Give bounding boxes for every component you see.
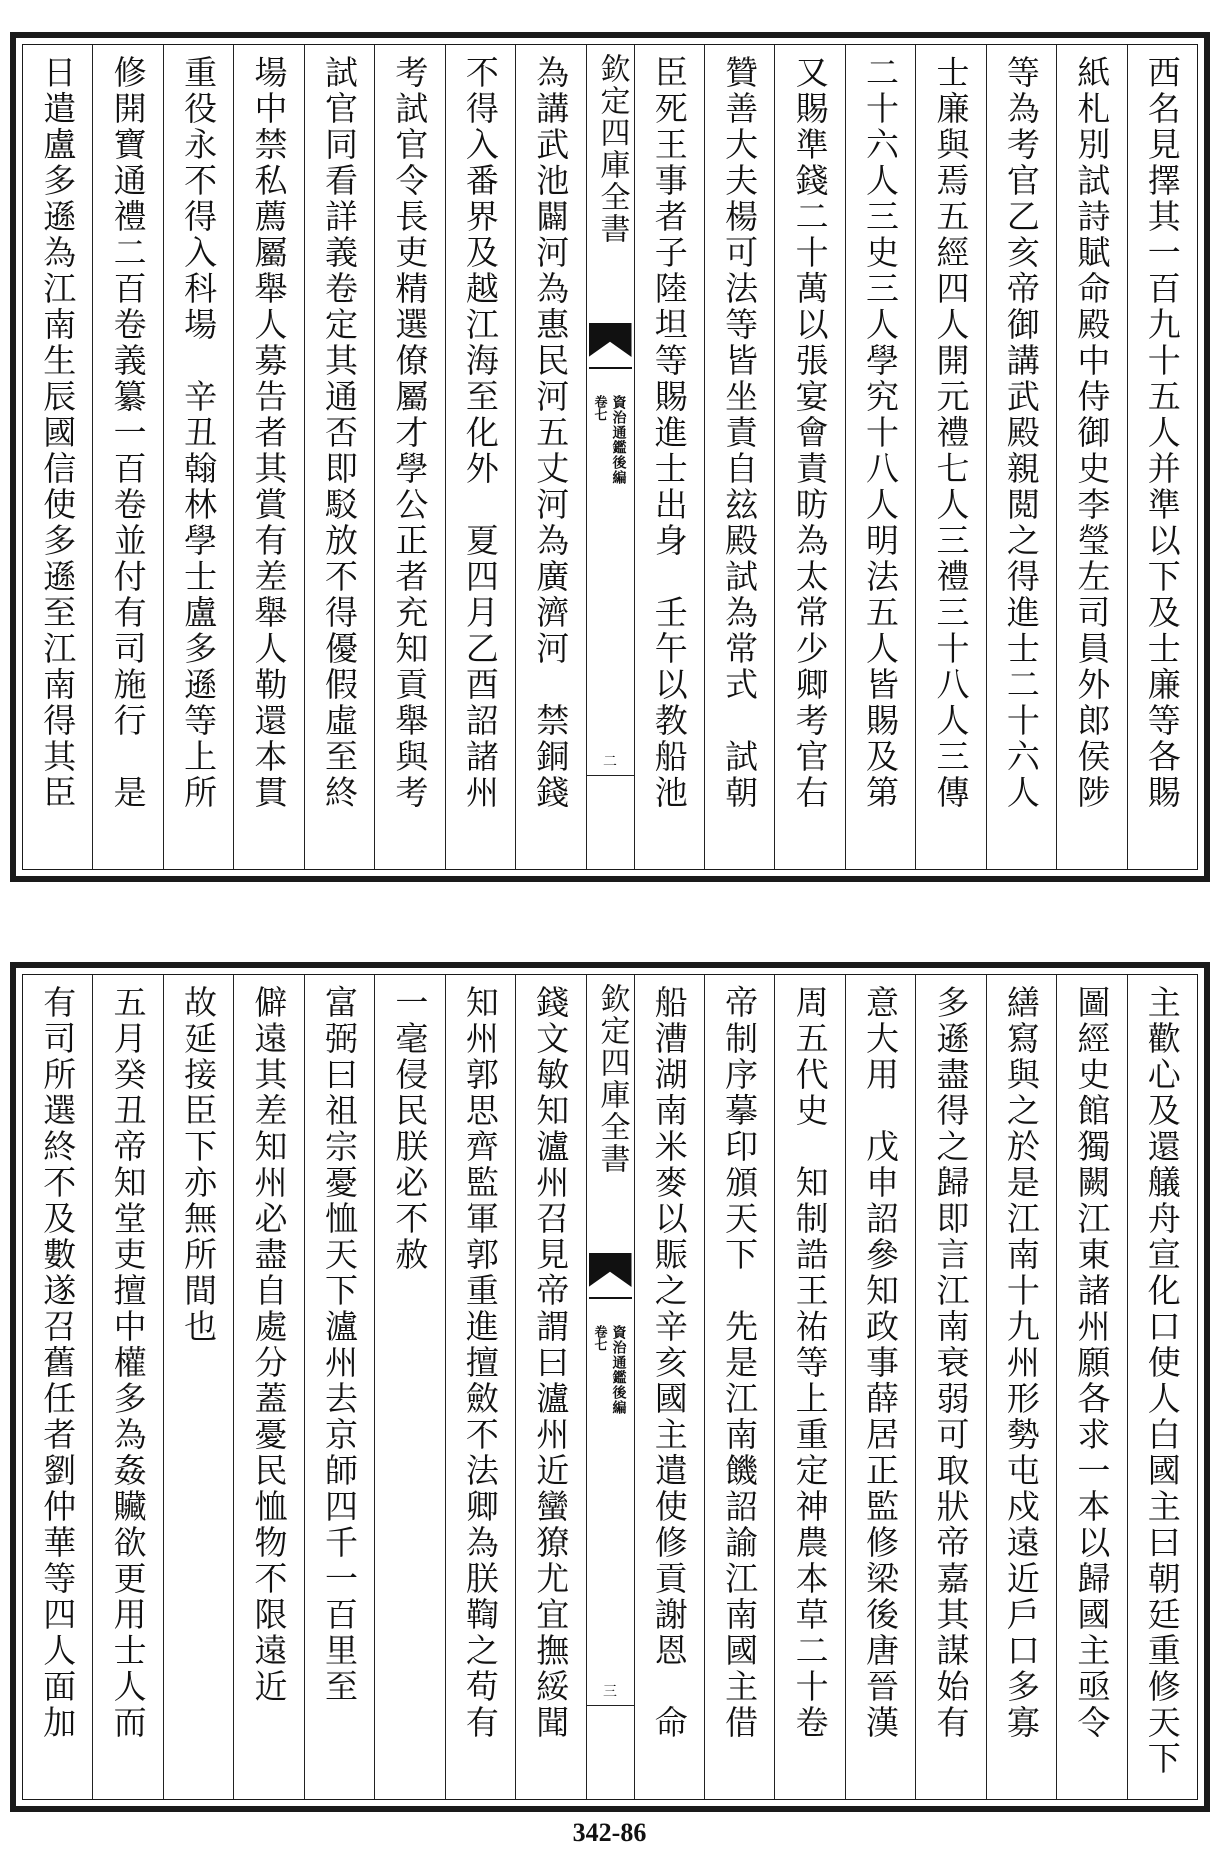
divider bbox=[587, 775, 634, 776]
page-number: 三 bbox=[603, 1684, 617, 1700]
text-column: 帝制序摹印頒天下 先是江南饑詔諭江南國主借 bbox=[704, 975, 774, 1799]
text-column: 西名見擇其一百九十五人并準以下及士廉等各賜 bbox=[1127, 45, 1197, 869]
text-column: 主歡心及還艤舟宣化口使人白國主曰朝廷重修天下 bbox=[1127, 975, 1197, 1799]
text-column: 錢文敏知瀘州召見帝謂曰瀘州近蠻獠尤宜撫綏聞 bbox=[515, 975, 585, 1799]
text-columns bbox=[23, 45, 1197, 869]
text-columns bbox=[23, 975, 1197, 1799]
text-column: 圖經史館獨闕江東諸州願各求一本以歸國主亟令 bbox=[1056, 975, 1126, 1799]
fishtail-line bbox=[589, 1297, 632, 1317]
page-frame bbox=[22, 44, 1198, 870]
text-column: 僻遠其差知州必盡自處分蓋憂民恤物不限遠近 bbox=[233, 975, 303, 1799]
text-column: 贊善大夫楊可法等皆坐責自玆殿試為常式 試朝 bbox=[704, 45, 774, 869]
text-column: 有司所選終不及數遂召舊任者劉仲華等四人面加 bbox=[38, 985, 78, 1741]
text-column: 等為考官乙亥帝御講武殿親閲之得進士二十六人 bbox=[986, 45, 1056, 869]
text-column: 故延接臣下亦無所間也 bbox=[163, 975, 233, 1799]
text-column: 修開寶通禮二百卷義纂一百卷並付有司施行 是 bbox=[92, 45, 162, 869]
text-column: 士廉與焉五經四人開元禮七人三禮三十八人三傳 bbox=[915, 45, 985, 869]
fishtail-mark bbox=[589, 323, 632, 357]
center-fold bbox=[586, 45, 634, 869]
page-bottom bbox=[10, 962, 1210, 1812]
text-column: 富弼曰祖宗憂恤天下瀘州去京師四千一百里至 bbox=[304, 975, 374, 1799]
text-column: 船漕湖南米麥以賑之辛亥國主遣使修貢謝恩 命 bbox=[634, 975, 704, 1799]
text-column: 臣死王事者子陸坦等賜進士出身 壬午以教船池 bbox=[634, 45, 704, 869]
text-column: 繕寫與之於是江南十九州形勢屯戍遠近戶口多寡 bbox=[986, 975, 1056, 1799]
text-column: 考試官令長吏精選僚屬才學公正者充知貢舉與考 bbox=[374, 45, 444, 869]
text-column: 紙札別試詩賦命殿中侍御史李瑩左司員外郎侯陟 bbox=[1056, 45, 1126, 869]
text-column: 場中禁私薦屬舉人募告者其賞有差舉人勒還本貫 bbox=[233, 45, 303, 869]
page-number: 二 bbox=[603, 754, 617, 770]
text-column: 一毫侵民朕必不赦 bbox=[374, 975, 444, 1799]
text-column: 意大用 戊申詔參知政事薛居正監修梁後唐晉漢 bbox=[845, 975, 915, 1799]
book-title: 欽定四庫全書 bbox=[594, 983, 630, 1175]
text-column: 試官同看詳義卷定其通否即駁放不得優假虛至終 bbox=[304, 45, 374, 869]
page-top bbox=[10, 32, 1210, 882]
fishtail-mark bbox=[589, 1253, 632, 1287]
text-column: 知州郭思齊監軍郭重進擅斂不法卿為朕鞫之苟有 bbox=[445, 975, 515, 1799]
folio-number: 342-86 bbox=[572, 1818, 647, 1847]
text-column: 重役永不得入科場 辛丑翰林學士盧多遜等上所 bbox=[163, 45, 233, 869]
fishtail-line bbox=[589, 367, 632, 387]
work-title: 資治通鑑後編 bbox=[610, 1325, 627, 1415]
text-column: 多遜盡得之歸即言江南衰弱可取狀帝嘉其謀始有 bbox=[915, 975, 985, 1799]
text-column: 五月癸丑帝知堂吏擅中權多為姦贜欲更用士人而 bbox=[92, 975, 162, 1799]
volume-label: 卷七 bbox=[591, 395, 607, 421]
text-column: 日遣盧多遜為江南生辰國信使多遜至江南得其臣 bbox=[38, 55, 78, 811]
text-column: 周五代史 知制誥王祐等上重定神農本草二十卷 bbox=[774, 975, 844, 1799]
work-title: 資治通鑑後編 bbox=[610, 395, 627, 485]
text-column: 不得入番界及越江海至化外 夏四月乙酉詔諸州 bbox=[445, 45, 515, 869]
text-column: 為講武池闢河為惠民河五丈河為廣濟河 禁銅錢 bbox=[515, 45, 585, 869]
text-column: 又賜準錢二十萬以張宴會責昉為太常少卿考官右 bbox=[774, 45, 844, 869]
text-column: 二十六人三史三人學究十八人明法五人皆賜及第 bbox=[845, 45, 915, 869]
center-fold bbox=[586, 975, 634, 1799]
page-frame bbox=[22, 974, 1198, 1800]
volume-label: 卷七 bbox=[591, 1325, 607, 1351]
divider bbox=[587, 1705, 634, 1706]
book-title: 欽定四庫全書 bbox=[594, 53, 630, 245]
